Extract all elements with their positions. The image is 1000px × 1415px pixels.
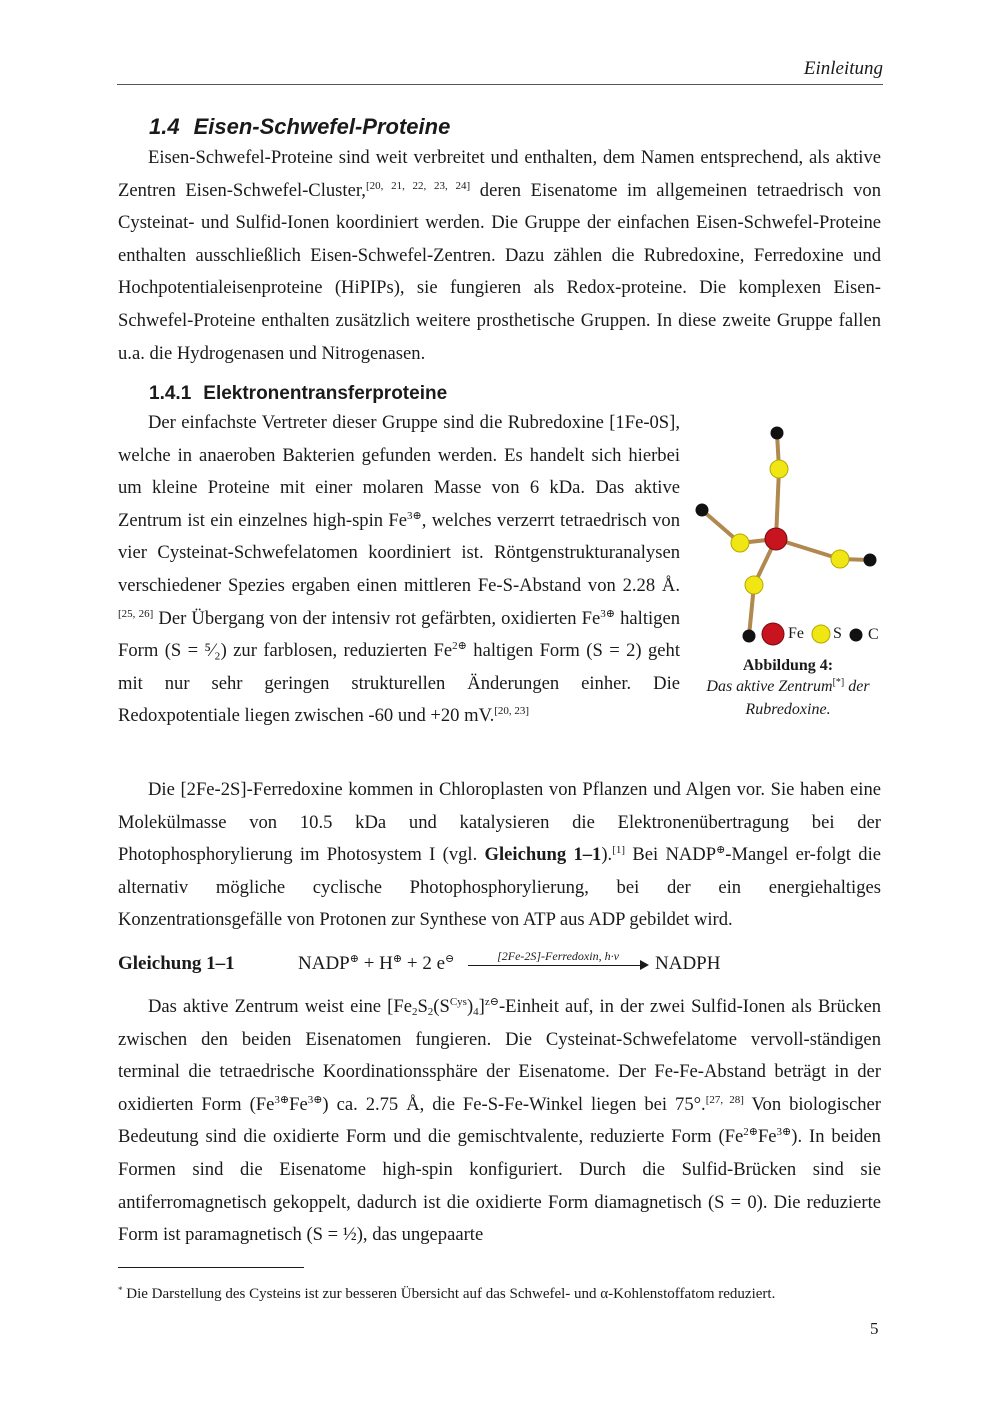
figure-caption-line: Das aktive Zentrum[*] der bbox=[706, 677, 870, 695]
page-number: 5 bbox=[870, 1319, 879, 1338]
footnote-text: Die Darstellung des Cysteins ist zur besseren Übersicht auf das Schwefel- und α-Kohlenstoffatom reduziert. bbox=[122, 1286, 776, 1302]
reaction-arrow bbox=[466, 951, 650, 971]
footnote bbox=[118, 1286, 881, 1303]
citation: [20, 23] bbox=[494, 705, 530, 718]
paragraph-ferredoxine: Die [2Fe-2S]-Ferredoxine kommen in Chloroplasten von Pflanzen und Algen vor. Sie haben eine Molekülmasse von 10.5 kDa und katalysieren die Elektronenübertragung bei der Photophosphorylierung im Photosystem I (vgl. Gleichung 1–1).[1] Bei NADP⊕-Mangel er-folgt die alternativ mögliche cyclische Photophosphorylierung, bei der ein energiehaltiges Konzentrationsgefälle von Protonen zur Synthese von ATP aus ADP gebildet wird. bbox=[118, 779, 881, 931]
figure-caption-line: Rubredoxine. bbox=[745, 701, 831, 718]
figure-caption-title: Abbildung 4: bbox=[742, 657, 834, 674]
section-title-text: Eisen-Schwefel-Proteine bbox=[193, 114, 451, 139]
molecule-diagram bbox=[688, 412, 888, 657]
figure-rubredoxin-active-site bbox=[688, 412, 888, 732]
section-number: 1.4 bbox=[149, 114, 180, 139]
legend-sulfur-swatch bbox=[812, 625, 830, 643]
paragraph-active-site: Das aktive Zentrum weist eine $[Fe_2S_2(S^{Cys})_4]^{z⊖}$-Einheit auf, in der zwei Sulfid-Ionen als Brücken zwischen den beiden Eisenatomen fungieren. Die Cysteinat-Schwefelatome vervoll-ständigen terminal die tetraedrische Koordinationssphäre der Eisenatome. Der Fe-Fe-Abstand beträgt in der oxidierten Form $(Fe^{3\oplus}Fe^{3\oplus})$ ca. 2.75 Å, die Fe-S-Fe-Winkel liegen bei 75°.[27, 28] Von biologischer Bedeutung sind die oxidierte Form und die gemischtvalente, reduzierte Form $(Fe^{2\oplus}Fe^{3\oplus})$. In beiden Formen sind die Eisenatome high-spin konfiguriert. Durch die Sulfid-Brücken sind sie antiferromagnetisch gekoppelt, dadurch ist die oxidierte Form diamagnetisch (S = 0). Die reduzierte Form ist paramagnetisch (S = ½), das ungepaarte bbox=[118, 996, 881, 1246]
iron-atom bbox=[765, 528, 787, 550]
legend-iron-swatch bbox=[762, 623, 784, 645]
citation: [27, 28] bbox=[705, 1093, 744, 1106]
paragraph-rubredoxine: Der einfachste Vertreter dieser Gruppe sind die Rubredoxine [1Fe-0S], welche in anaeroben Bakterien gefunden werden. Es handelt sich hierbei um kleine Proteine mit einer molaren Masse von 6 kDa. Das aktive Zentrum ist ein einzelnes high-spin $Fe^{3\oplus}$, welches verzerrt tetraedrisch von vier Cysteinat-Schwefelatomen koordiniert ist. Röntgenstrukturanalysen verschiedener Spezies ergaben einen mittleren Fe-S-Abstand von 2.28 Å.[25, 26] Der Übergang von der intensiv rot gefärbten, oxidierten $Fe^{3\oplus}$ haltigen Form (S = ⁵⁄₂) zur farblosen, reduzierten $Fe^{2\oplus}$ haltigen Form (S = 2) geht mit nur sehr geringen strukturellen Änderungen einher. Die Redoxpotentiale liegen zwischen -60 und +20 mV.[20, 23] bbox=[118, 412, 681, 727]
equation-reference: Gleichung 1–1 bbox=[484, 844, 602, 866]
sulfur-atom bbox=[745, 576, 763, 594]
carbon-atom bbox=[743, 630, 756, 643]
subsection-title-text: Elektronentransferproteine bbox=[203, 383, 448, 404]
citation: [1] bbox=[612, 844, 626, 857]
legend-label-c: C bbox=[868, 626, 879, 643]
equation-product: NADPH bbox=[655, 953, 721, 974]
sulfur-atom bbox=[770, 460, 788, 478]
carbon-atom bbox=[864, 554, 877, 567]
carbon-atom bbox=[696, 504, 709, 517]
sulfur-atom bbox=[731, 534, 749, 552]
arrow-line bbox=[468, 965, 640, 966]
legend-carbon-swatch bbox=[850, 629, 863, 642]
subsection-title bbox=[149, 383, 447, 405]
subsection-number: 1.4.1 bbox=[149, 383, 192, 404]
equation-reactants: NADP⊕ + H⊕ + 2 e⊖ bbox=[298, 953, 455, 974]
equation-label: Gleichung 1–1 bbox=[118, 953, 235, 974]
paragraph-intro: Eisen-Schwefel-Proteine sind weit verbreitet und enthalten, dem Namen entsprechend, als aktive Zentren Eisen-Schwefel-Cluster,[20, 21, 22, 23, 24] deren Eisenatome im allgemeinen tetraedrisch von Cysteinat- und Sulfid-Ionen koordiniert werden. Die Gruppe der einfachen Eisen-Schwefel-Proteine enthalten ausschließlich Eisen-Schwefel-Zentren. Dazu zählen die Rubredoxine, Ferredoxine und Hochpotentialeisenproteine (HiPIPs), sie fungieren als Redox-proteine. Die komplexen Eisen-Schwefel-Proteine enthalten zusätzlich weitere prosthetische Gruppen. In diese zweite Gruppe fallen u.a. die Hydrogenasen und Nitrogenasen. bbox=[118, 147, 882, 364]
sulfur-atom bbox=[831, 550, 849, 568]
running-head: Einleitung bbox=[117, 58, 883, 85]
footnote-divider bbox=[118, 1267, 304, 1268]
legend-label-fe: Fe bbox=[788, 625, 804, 642]
section-title bbox=[149, 114, 450, 140]
citation: [25, 26] bbox=[118, 607, 154, 620]
footnote-marker: * bbox=[118, 1285, 123, 1295]
reaction-arrow-label: [2Fe-2S]-Ferredoxin, h·ν bbox=[497, 949, 619, 963]
arrow-head-icon bbox=[640, 960, 649, 970]
citation: [20, 21, 22, 23, 24] bbox=[365, 179, 471, 192]
carbon-atom bbox=[771, 427, 784, 440]
legend-label-s: S bbox=[833, 625, 842, 642]
